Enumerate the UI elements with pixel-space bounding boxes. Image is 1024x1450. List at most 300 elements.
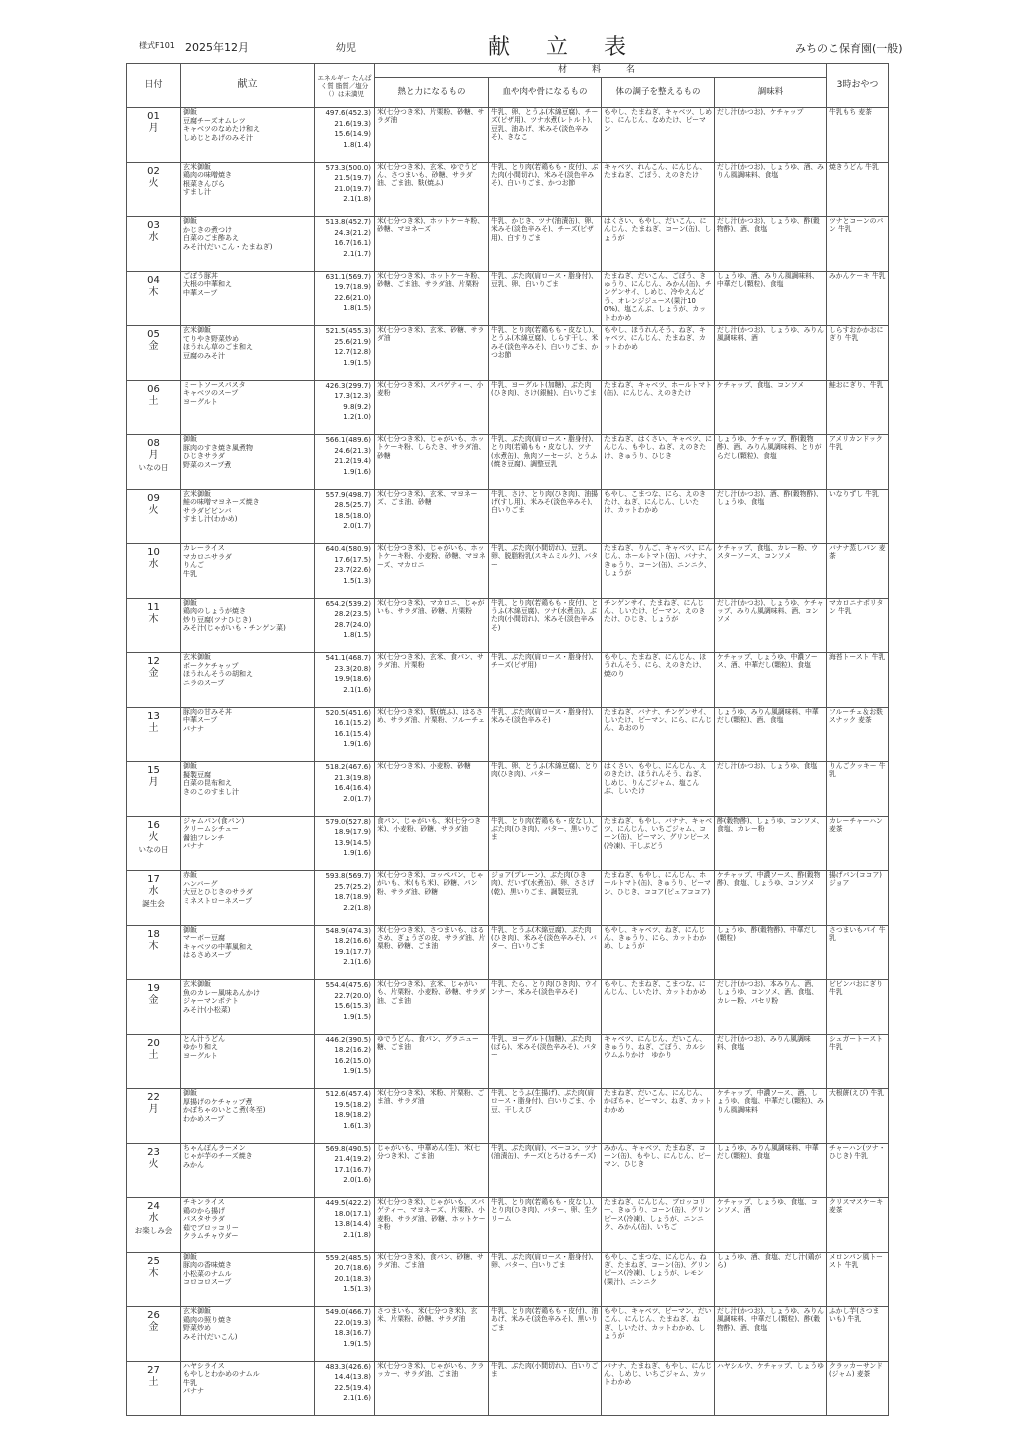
nutrition-value: 2.1(1.7): [343, 249, 371, 258]
snack: マカロニナポリタン 牛乳: [827, 598, 889, 653]
nutrition-value: 15.6(14.9): [334, 130, 371, 138]
energy-foods: 米(七分つき米)、ホットケーキ粉、砂糖、ごま油、サラダ油、片栗粉: [375, 271, 489, 326]
dish-name: 小松菜のナムル: [183, 1269, 232, 1278]
blood-foods: 牛乳、卵、とうふ(木綿豆腐)、チーズ(ピザ用)、ツナ水煮(レトルト)、豆乳、油あげ、米みそ(淡色辛みそ)、きなこ: [489, 108, 602, 163]
nutrition-cell: [315, 108, 375, 163]
nutrition-value: 23.3(20.8): [334, 664, 371, 673]
snack: 海苔トースト 牛乳: [827, 653, 889, 708]
dish-name: 御飯: [183, 435, 197, 443]
body-foods: たまねぎ、だいこん、ごぼう、きゅうり、にんじん、みかん(缶)、チンゲンサイ、しめじ、冷やえんどう、オレンジジュース(果汁100%)、塩こんぶ、しょうが、カットわかめ: [602, 271, 715, 326]
weekday: 木: [148, 286, 159, 298]
day-number: 01: [147, 111, 160, 122]
nutrition-value: 2.2(1.8): [343, 903, 371, 912]
nutrition-cell: [315, 1307, 375, 1362]
nutrition-cell: [315, 326, 375, 381]
nutrition-value: 24.6(21.3): [334, 446, 371, 455]
dish-name: ヨーグルト: [183, 397, 218, 406]
snack: 牛乳もち 麦茶: [827, 108, 889, 163]
dish-name: ハヤシライス: [183, 1361, 225, 1370]
dish-name: ポークケチャップ: [183, 661, 239, 670]
day-number: 04: [147, 274, 160, 286]
nutrition-value: 1.9(1.5): [343, 1067, 371, 1075]
dish-name: すまし汁: [183, 188, 211, 197]
table-row: [127, 271, 889, 326]
nutrition-value: 569.8(490.5): [325, 1144, 371, 1153]
nutrition-value: 22.7(20.0): [334, 991, 371, 1000]
date-cell: [127, 162, 181, 217]
blood-foods: 牛乳、たら、とり肉(ひき肉)、ウインナー、米みそ(淡色辛みそ): [489, 980, 602, 1035]
table-row: [127, 1307, 889, 1362]
nutrition-value: 559.2(485.5): [325, 1253, 371, 1262]
nutrition-value: 483.3(426.6): [325, 1362, 371, 1371]
dish-name: ハンバーグ: [183, 879, 218, 888]
nutrition-value: 631.1(569.7): [325, 272, 371, 281]
nutrition-cell: [315, 162, 375, 217]
nutrition-value: 566.1(489.6): [325, 436, 371, 444]
menu-cell: [181, 544, 315, 599]
date-cell: [127, 707, 181, 762]
dish-name: しめじとあげのみそ汁: [183, 133, 253, 142]
nutrition-value: 16.1(15.4): [334, 729, 371, 738]
body-foods: もやし、たまねぎ、こまつな、にんじん、しいたけ、カットわかめ: [602, 980, 715, 1035]
form-number: 様式F101: [139, 41, 175, 50]
school-name: みちのこ保育園(一般): [795, 42, 903, 55]
dish-name: かじきの煮つけ: [183, 225, 232, 234]
date-cell: [127, 871, 181, 926]
table-row: [127, 707, 889, 762]
menu-table: [126, 63, 889, 1416]
table-row: [127, 598, 889, 653]
nutrition-value: 2.1(1.8): [343, 195, 371, 203]
table-row: [127, 980, 889, 1035]
dish-name: かぼちゃのいとこ煮(冬至): [183, 1106, 266, 1115]
date-cell: [127, 326, 181, 381]
nutrition-value: 1.9(1.6): [343, 467, 371, 476]
table-row: [127, 816, 889, 871]
nutrition-value: 1.9(1.6): [343, 740, 371, 748]
nutrition-cell: [315, 871, 375, 926]
dish-name: 中華スープ: [183, 288, 218, 297]
nutrition-value: 1.6(1.3): [343, 1121, 371, 1130]
event-label: 誕生会: [142, 899, 165, 908]
day-number: 19: [147, 983, 160, 994]
nutrition-cell: [315, 925, 375, 980]
nutrition-value: 28.5(25.7): [334, 501, 371, 509]
nutrition-value: 1.9(1.5): [343, 1339, 371, 1348]
table-row: [127, 1143, 889, 1198]
seasoning: ハヤシルウ、ケチャップ、しょうゆ: [715, 1361, 827, 1416]
nutrition-value: 518.2(467.6): [325, 763, 371, 771]
blood-foods: 牛乳、とり肉(若鶏もも・皮付)、ぶた肉(小間切れ)、米みそ(淡色辛みそ)、白いりごま、かつお節: [489, 162, 602, 217]
seasoning: だし汁(かつお)、ケチャップ: [715, 108, 827, 163]
seasoning: ケチャップ、しょうゆ、食塩、コンソメ、酒: [715, 1198, 827, 1253]
snack: フルーチェ＆お麩スナック 麦茶: [827, 707, 889, 762]
nutrition-value: 497.6(452.3): [325, 109, 371, 117]
body-foods: たまねぎ、にんじん、ブロッコリー、きゅうり、コーン(缶)、グリンピース(冷凍)、しょうが、ニンニク、みかん(缶)、いちご: [602, 1198, 715, 1253]
table-row: [127, 871, 889, 926]
menu-cell: [181, 435, 315, 490]
date-cell: [127, 1198, 181, 1253]
body-foods: たまねぎ、もやし、にんじん、ホールトマト(缶)、きゅうり、ピーマン、ひじき、ココア(ピュアココア): [602, 871, 715, 926]
energy-foods: 米(七分つき米)、麩(焼ふ)、はるさめ、サラダ油、片栗粉、フルーチェ: [375, 707, 489, 762]
blood-foods: 牛乳、ぶた肉(肩ロース・脂身付)、とり肉(若鶏もも・皮なし)、ツナ(水煮缶)、魚肉ソーセージ、とうふ(焼き豆腐)、調整豆乳: [489, 435, 602, 490]
dish-name: 中華スープ: [183, 716, 218, 725]
energy-foods: 米(七分つき米)、食パン、砂糖、サラダ油、ごま油: [375, 1252, 489, 1307]
dish-name: 御飯: [183, 108, 197, 116]
nutrition-cell: [315, 1143, 375, 1198]
blood-foods: 牛乳、とうふ(生揚げ)、ぶた肉(肩ロース・脂身付)、白いりごま、小豆、干しえび: [489, 1089, 602, 1144]
dish-name: キャベツのスープ: [183, 389, 239, 398]
dish-name: もやしとわかめのナムル: [183, 1370, 260, 1379]
dish-name: クラムチャウダー: [183, 1232, 239, 1241]
dish-name: てりやき野菜炒め: [183, 334, 239, 343]
energy-foods: 米(七分つき米)、じゃがいも、クラッカー、サラダ油、ごま油: [375, 1361, 489, 1416]
date-cell: [127, 108, 181, 163]
nutrition-value: 16.4(16.4): [334, 784, 371, 792]
energy-foods: 米(七分つき米)、玄米、ゆでうどん、さつまいも、砂糖、サラダ油、ごま油、麩(焼ふ): [375, 162, 489, 217]
snack: ツナとコーンのパン 牛乳: [827, 217, 889, 272]
dish-name: 御飯: [183, 598, 197, 607]
dish-name: 野菜のスープ煮: [183, 460, 232, 469]
day-number: 05: [147, 329, 160, 340]
nutrition-value: 513.8(452.7): [325, 218, 371, 226]
nutrition-cell: [315, 217, 375, 272]
dish-name: 大根の中華和え: [183, 280, 232, 289]
dish-name: 醤油フレンチ: [183, 833, 225, 842]
dish-name: じゃが芋のチーズ焼き: [183, 1152, 253, 1161]
table-row: [127, 1089, 889, 1144]
date-cell: [127, 271, 181, 326]
dish-name: みそ汁(小松菜): [183, 1005, 231, 1014]
nutrition-value: 14.4(13.8): [334, 1373, 371, 1381]
weekday: 月: [148, 450, 159, 461]
nutrition-value: 521.5(455.3): [325, 327, 371, 335]
date-cell: [127, 217, 181, 272]
header-energy: 熱と力になるもの: [375, 78, 489, 108]
blood-foods: 牛乳、ぶた肉(肩)、ベーコン、ツナ(油漬缶)、チーズ(とろけるチーズ): [489, 1143, 602, 1198]
day-number: 25: [147, 1255, 160, 1267]
header-menu: 献立: [181, 64, 315, 108]
menu-cell: [181, 489, 315, 544]
dish-name: サラダビビンバ: [183, 506, 232, 515]
nutrition-value: 557.9(498.7): [325, 490, 371, 499]
dish-name: 御飯: [183, 217, 197, 225]
dish-name: わかめスープ: [183, 1114, 225, 1123]
header-seasoning: 調味料: [715, 78, 827, 108]
seasoning: ケチャップ、食塩、コンソメ: [715, 380, 827, 435]
menu-cell: [181, 871, 315, 926]
body-foods: はくさい、もやし、だいこん、にんじん、たまねぎ、コーン(缶)、しょうが: [602, 217, 715, 272]
nutrition-value: 512.6(457.4): [325, 1090, 371, 1098]
blood-foods: 牛乳、卵、とうふ(木綿豆腐)、とり肉(ひき肉)、バター: [489, 762, 602, 817]
nutrition-cell: [315, 1252, 375, 1307]
snack: 揚げパン(ココア) ジョア: [827, 871, 889, 926]
nutrition-value: 18.9(17.9): [334, 828, 371, 836]
snack: クリスマスケーキ 麦茶: [827, 1198, 889, 1253]
nutrition-value: 2.0(1.7): [343, 522, 371, 530]
dish-name: マカロニサラダ: [183, 552, 232, 561]
seasoning: だし汁(かつお)、みりん風調味料、食塩: [715, 1034, 827, 1089]
energy-foods: 米(七分つき米)、玄米、マヨネーズ、ごま油、砂糖: [375, 489, 489, 544]
blood-foods: 牛乳、とうふ(木綿豆腐)、ぶた肉(ひき肉)、米みそ(淡色辛みそ)、バター、白いりごま: [489, 925, 602, 980]
seasoning: ケチャップ、中濃ソース、酢(穀物酢)、食塩、しょうゆ、コンソメ: [715, 871, 827, 926]
dish-name: 白菜の昆布和え: [183, 779, 232, 788]
blood-foods: 牛乳、とり肉(若鶏もも・皮なし)、とり肉(ひき肉)、バター、卵、生クリーム: [489, 1198, 602, 1253]
table-row: [127, 1034, 889, 1089]
seasoning: だし汁(かつお)、しょうゆ、酒、みりん風調味料、食塩: [715, 162, 827, 217]
nutrition-value: 1.8(1.5): [343, 631, 371, 639]
energy-foods: 米(七分つき米)、さつまいも、はるさめ、ぎょうざの皮、サラダ油、片栗粉、砂糖、ごま油: [375, 925, 489, 980]
seasoning: だし汁(かつお)、しょうゆ、みりん風調味料、酒: [715, 326, 827, 381]
nutrition-cell: [315, 544, 375, 599]
blood-foods: 牛乳、ぶた肉(小間切れ)、豆乳、卵、脱脂粉乳(スキムミルク)、バター: [489, 544, 602, 599]
day-number: 20: [147, 1037, 160, 1049]
body-foods: もやし、こまつな、にら、えのきたけ、ねぎ、にんじん、しいたけ、カットわかめ: [602, 489, 715, 544]
table-row: [127, 108, 889, 163]
header-snack: 3時おやつ: [827, 64, 889, 108]
menu-cell: [181, 1361, 315, 1416]
snack: さつまいもパイ 牛乳: [827, 925, 889, 980]
dish-name: ごぼう豚丼: [183, 271, 218, 280]
snack: シュガートースト 牛乳: [827, 1034, 889, 1089]
weekday: 金: [148, 1322, 159, 1333]
nutrition-value: 23.7(22.6): [334, 566, 371, 574]
nutrition-value: 579.0(527.8): [325, 817, 371, 826]
snack: カレーチャーハン 麦茶: [827, 816, 889, 871]
table-row: [127, 217, 889, 272]
dish-name: パスタサラダ: [183, 1215, 225, 1224]
date-cell: [127, 435, 181, 490]
menu-cell: [181, 980, 315, 1035]
dish-name: みそ汁(だいこん・たまねぎ): [183, 242, 273, 251]
energy-foods: 米(七分つき米)、じゃがいも、ホットケーキ粉、小麦粉、砂糖、マヨネーズ、マカロニ: [375, 544, 489, 599]
dish-name: ひじきサラダ: [183, 452, 225, 461]
dish-name: 玄米御飯: [183, 1307, 211, 1315]
dish-name: みそ汁(だいこん): [183, 1332, 238, 1341]
blood-foods: 牛乳、ぶた肉(小間切れ)、白いりごま: [489, 1361, 602, 1416]
seasoning: 酢(穀物酢)、しょうゆ、コンソメ、食塩、カレー粉: [715, 816, 827, 871]
menu-cell: [181, 925, 315, 980]
weekday: 火: [148, 831, 159, 843]
table-row: [127, 435, 889, 490]
age-group: 幼児: [336, 43, 356, 54]
nutrition-value: 1.5(1.3): [343, 1285, 371, 1293]
energy-foods: 米(七分つき米)、じゃがいも、ホットケーキ粉、しらたき、サラダ油、砂糖: [375, 435, 489, 490]
seasoning: だし汁(かつお)、しょうゆ、酢(穀物酢)、酒、食塩: [715, 217, 827, 272]
dish-name: 御飯: [183, 925, 197, 934]
nutrition-cell: [315, 980, 375, 1035]
nutrition-value: 541.1(468.7): [325, 654, 371, 662]
nutrition-cell: [315, 816, 375, 871]
seasoning: だし汁(かつお)、しょうゆ、みりん風調味料、中華だし(顆粒)、酢(穀物酢)、酒、食塩: [715, 1307, 827, 1362]
dish-name: すまし汁(わかめ): [183, 515, 238, 524]
nutrition-value: 21.0(19.7): [334, 184, 371, 193]
body-foods: たまねぎ、はくさい、キャベツ、にんじん、もやし、ねぎ、えのきたけ、きゅうり、ひじき: [602, 435, 715, 490]
date-cell: [127, 1361, 181, 1416]
day-number: 17: [147, 874, 160, 885]
dish-name: カレーライス: [183, 544, 225, 552]
day-number: 15: [147, 765, 160, 776]
dish-name: 魚のカレー風味あんかけ: [183, 988, 260, 997]
nutrition-cell: [315, 271, 375, 326]
menu-cell: [181, 1252, 315, 1307]
energy-foods: 米(七分つき米)、玄米、食パン、サラダ油、片栗粉: [375, 653, 489, 708]
body-foods: もやし、こまつな、にんじん、ねぎ、たまねぎ、コーン(缶)、グリンピース(冷凍)、しょうが、レモン(果汁)、ニンニク: [602, 1252, 715, 1307]
body-foods: キャベツ、れんこん、にんじん、たまねぎ、ごぼう、えのきたけ: [602, 162, 715, 217]
blood-foods: 牛乳、ぶた肉(肩ロース・脂身付)、卵、バター、白いりごま: [489, 1252, 602, 1307]
date-cell: [127, 380, 181, 435]
dish-name: 鶏肉の味噌焼き: [183, 171, 232, 180]
seasoning: ケチャップ、中濃ソース、酒、しょうゆ、食塩、中華だし(顆粒)、みりん風調味料: [715, 1089, 827, 1144]
table-row: [127, 489, 889, 544]
date-cell: [127, 544, 181, 599]
event-label: いなの日: [138, 844, 169, 854]
menu-cell: [181, 162, 315, 217]
nutrition-value: 2.1(1.6): [343, 685, 371, 694]
weekday: 土: [148, 395, 159, 407]
date-cell: [127, 980, 181, 1035]
snack: りんごクッキー 牛乳: [827, 762, 889, 817]
day-number: 16: [147, 819, 160, 831]
nutrition-value: 17.3(12.3): [334, 392, 371, 400]
weekday: 水: [148, 886, 159, 897]
snack: チャーハン(ツナ・ひじき) 牛乳: [827, 1143, 889, 1198]
day-number: 12: [147, 656, 160, 667]
dish-name: 鮭の味噌マヨネーズ焼き: [183, 498, 260, 507]
weekday: 木: [148, 940, 159, 952]
seasoning: しょうゆ、みりん風調味料、中華だし(顆粒)、酒、食塩: [715, 707, 827, 762]
weekday: 月: [148, 1104, 159, 1115]
weekday: 火: [148, 504, 159, 516]
seasoning: しょうゆ、酢(穀物酢)、中華だし(顆粒): [715, 925, 827, 980]
day-number: 02: [147, 165, 160, 177]
body-foods: たまねぎ、キャベツ、ホールトマト(缶)、にんじん、えのきたけ: [602, 380, 715, 435]
body-foods: チンゲンサイ、たまねぎ、にんじん、しいたけ、ピーマン、えのきたけ、ひじき、しょうが: [602, 598, 715, 653]
table-row: [127, 653, 889, 708]
menu-cell: [181, 380, 315, 435]
dish-name: キャベツの中華風和え: [183, 942, 253, 951]
header-date: 日付: [127, 64, 181, 108]
weekday: 木: [148, 613, 159, 625]
body-foods: もやし、たまねぎ、キャベツ、しめじ、にんじん、なめたけ、ピーマン: [602, 108, 715, 163]
body-foods: たまねぎ、バナナ、チンゲンサイ、しいたけ、ピーマン、にら、にんじん、あおのり: [602, 707, 715, 762]
dish-name: 豚肉のすき焼き風煮物: [183, 443, 253, 452]
dish-name: 厚揚げのケチャップ煮: [183, 1097, 253, 1106]
nutrition-value: 28.7(24.0): [334, 620, 371, 629]
dish-name: チキンライス: [183, 1198, 225, 1206]
dish-name: 豚肉の甘みそ丼: [183, 707, 232, 716]
nutrition-value: 28.2(23.5): [334, 610, 371, 618]
nutrition-value: 17.1(16.7): [334, 1165, 371, 1174]
nutrition-value: 16.1(15.2): [334, 719, 371, 727]
dish-name: 鶏のから揚げ: [183, 1206, 225, 1215]
nutrition-value: 640.4(580.9): [325, 545, 371, 553]
dish-name: 御飯: [183, 1089, 197, 1097]
nutrition-value: 16.2(15.0): [334, 1056, 371, 1065]
day-number: 22: [147, 1092, 160, 1103]
nutrition-value: 13.8(14.4): [334, 1220, 371, 1228]
dish-name: キャベツのなめたけ和え: [183, 125, 260, 134]
nutrition-value: 1.9(1.5): [343, 1012, 371, 1021]
menu-month: 2025年12月: [185, 41, 249, 54]
snack: いなりずし 牛乳: [827, 489, 889, 544]
body-foods: みかん、キャベツ、たまねぎ、コーン(缶)、もやし、にんじん、ピーマン、ひじき: [602, 1143, 715, 1198]
nutrition-value: 548.9(474.3): [325, 926, 371, 935]
nutrition-value: 12.7(12.8): [334, 348, 371, 356]
nutrition-value: 1.2(1.0): [343, 413, 371, 421]
date-cell: [127, 1089, 181, 1144]
blood-foods: 牛乳、とり肉(若鶏もも・皮なし)、とうふ(木綿豆腐)、しらす干し、米みそ(淡色辛みそ)、白いりごま、かつお節: [489, 326, 602, 381]
menu-cell: [181, 1089, 315, 1144]
menu-cell: [181, 1034, 315, 1089]
table-row: [127, 326, 889, 381]
dish-name: 玄米御飯: [183, 653, 211, 661]
menu-cell: [181, 108, 315, 163]
day-number: 24: [147, 1201, 160, 1212]
table-row: [127, 762, 889, 817]
dish-name: みそ汁(じゃがいも・チンゲン菜): [183, 624, 286, 633]
dish-name: ミートソースパスタ: [183, 380, 246, 389]
dish-name: バナナ: [183, 724, 204, 733]
date-cell: [127, 598, 181, 653]
nutrition-value: 19.9(18.6): [334, 675, 371, 683]
menu-cell: [181, 598, 315, 653]
body-foods: キャベツ、にんじん、だいこん、きゅうり、ねぎ、ごぼう、カルシウムふりかけ ゆかり: [602, 1034, 715, 1089]
table-row: [127, 162, 889, 217]
date-cell: [127, 1307, 181, 1362]
snack: ビビンバおにぎり 牛乳: [827, 980, 889, 1035]
snack: 焼きうどん 牛乳: [827, 162, 889, 217]
nutrition-value: 549.0(466.7): [325, 1308, 371, 1316]
nutrition-value: 21.4(19.2): [334, 1155, 371, 1163]
snack: 大根餅(えび) 牛乳: [827, 1089, 889, 1144]
dish-name: 豆腐チーズオムレツ: [183, 116, 246, 125]
blood-foods: 牛乳、ぶた肉(肩ロース・脂身付)、米みそ(淡色辛みそ): [489, 707, 602, 762]
nutrition-value: 2.1(1.8): [343, 1230, 371, 1239]
menu-cell: [181, 653, 315, 708]
dish-name: 大豆とひじきのサラダ: [183, 888, 253, 897]
dish-name: 玄米御飯: [183, 162, 211, 171]
nutrition-value: 16.7(16.1): [334, 239, 371, 247]
table-row: [127, 1198, 889, 1253]
dish-name: ジャムパン(食パン): [183, 816, 245, 825]
nutrition-value: 20.7(18.6): [334, 1264, 371, 1272]
nutrition-cell: [315, 1089, 375, 1144]
dish-name: ジャーマンポテト: [183, 997, 239, 1006]
dish-name: 炒り豆腐(ツナひじき): [183, 615, 252, 624]
dish-name: 根菜きんぴら: [183, 179, 225, 188]
nutrition-value: 22.0(19.3): [334, 1318, 371, 1327]
header-materials: 材 料 名: [375, 64, 827, 78]
dish-name: 茹でブロッコリー: [183, 1223, 239, 1232]
weekday: 水: [148, 559, 159, 570]
nutrition-value: 13.9(14.5): [334, 838, 371, 847]
body-foods: たまねぎ、もやし、バナナ、キャベツ、にんじん、いちごジャム、コーン(缶)、ピーマン、グリンピース(冷凍)、干しぶどう: [602, 816, 715, 871]
dish-name: 赤飯: [183, 871, 197, 879]
menu-cell: [181, 1307, 315, 1362]
nutrition-cell: [315, 598, 375, 653]
nutrition-value: 17.6(17.5): [334, 555, 371, 564]
dish-name: クリームシチュー: [183, 825, 239, 834]
nutrition-value: 449.5(422.2): [325, 1199, 371, 1207]
seasoning: しょうゆ、酒、食塩、だし汁(鶏がら): [715, 1252, 827, 1307]
table-row: [127, 544, 889, 599]
dish-name: ミネストローネスープ: [183, 896, 252, 905]
nutrition-value: 2.1(1.6): [343, 958, 371, 966]
energy-foods: 米(七分つき米)、米粉、片栗粉、ごま油、サラダ油: [375, 1089, 489, 1144]
dish-name: ヨーグルト: [183, 1051, 218, 1060]
nutrition-value: 2.0(1.6): [343, 1176, 371, 1184]
